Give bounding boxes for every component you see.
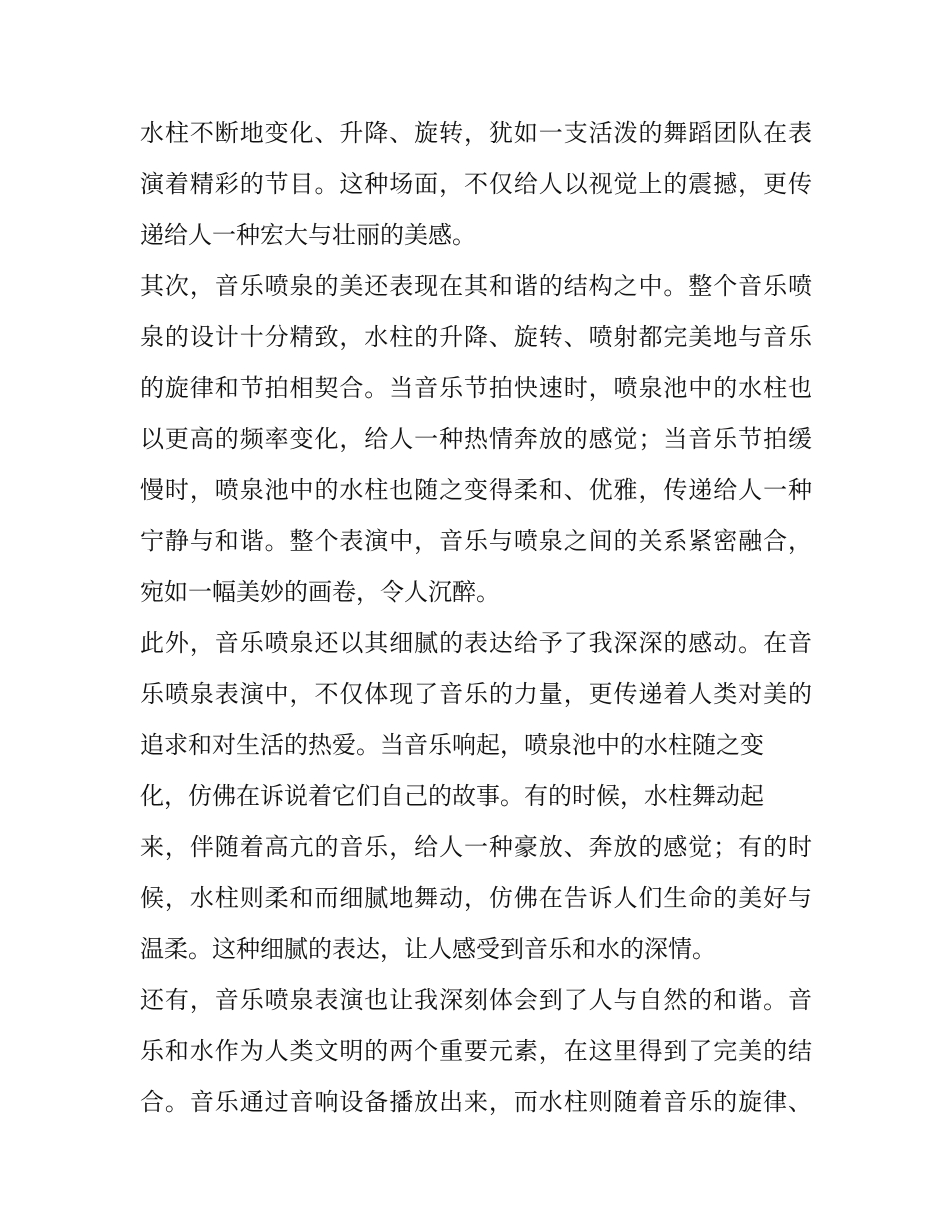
text-line: 还有，音乐喷泉表演也让我深刻体会到了人与自然的和谐。音 bbox=[140, 986, 812, 1014]
text-line: 慢时，喷泉池中的水柱也随之变得柔和、优雅，传递给人一种 bbox=[140, 476, 812, 504]
text-line: 的旋律和节拍相契合。当音乐节拍快速时，喷泉池中的水柱也 bbox=[140, 374, 812, 402]
text-line: 合。音乐通过音响设备播放出来，而水柱则随着音乐的旋律、 bbox=[140, 1088, 812, 1116]
text-line: 泉的设计十分精致，水柱的升降、旋转、喷射都完美地与音乐 bbox=[140, 323, 812, 351]
text-line: 演着精彩的节目。这种场面，不仅给人以视觉上的震撼，更传 bbox=[140, 170, 812, 198]
text-line: 递给人一种宏大与壮丽的美感。 bbox=[140, 221, 476, 249]
text-line: 乐喷泉表演中，不仅体现了音乐的力量，更传递着人类对美的 bbox=[140, 680, 812, 708]
text-line: 宛如一幅美妙的画卷，令人沉醉。 bbox=[140, 578, 500, 606]
text-line: 宁静与和谐。整个表演中，音乐与喷泉之间的关系紧密融合， bbox=[140, 527, 812, 555]
text-line: 水柱不断地变化、升降、旋转，犹如一支活泼的舞蹈团队在表 bbox=[140, 119, 812, 147]
text-line: 其次，音乐喷泉的美还表现在其和谐的结构之中。整个音乐喷 bbox=[140, 272, 812, 300]
text-line: 化，仿佛在诉说着它们自己的故事。有的时候，水柱舞动起 bbox=[140, 782, 764, 810]
text-line: 乐和水作为人类文明的两个重要元素，在这里得到了完美的结 bbox=[140, 1037, 812, 1065]
text-line: 候，水柱则柔和而细腻地舞动，仿佛在告诉人们生命的美好与 bbox=[140, 884, 812, 912]
text-line: 追求和对生活的热爱。当音乐响起，喷泉池中的水柱随之变 bbox=[140, 731, 764, 759]
text-line: 来，伴随着高亢的音乐，给人一种豪放、奔放的感觉；有的时 bbox=[140, 833, 812, 861]
text-line: 以更高的频率变化，给人一种热情奔放的感觉；当音乐节拍缓 bbox=[140, 425, 812, 453]
body-text bbox=[140, 108, 812, 1128]
text-line: 温柔。这种细腻的表达，让人感受到音乐和水的深情。 bbox=[140, 935, 716, 963]
text-line: 此外，音乐喷泉还以其细腻的表达给予了我深深的感动。在音 bbox=[140, 629, 812, 657]
